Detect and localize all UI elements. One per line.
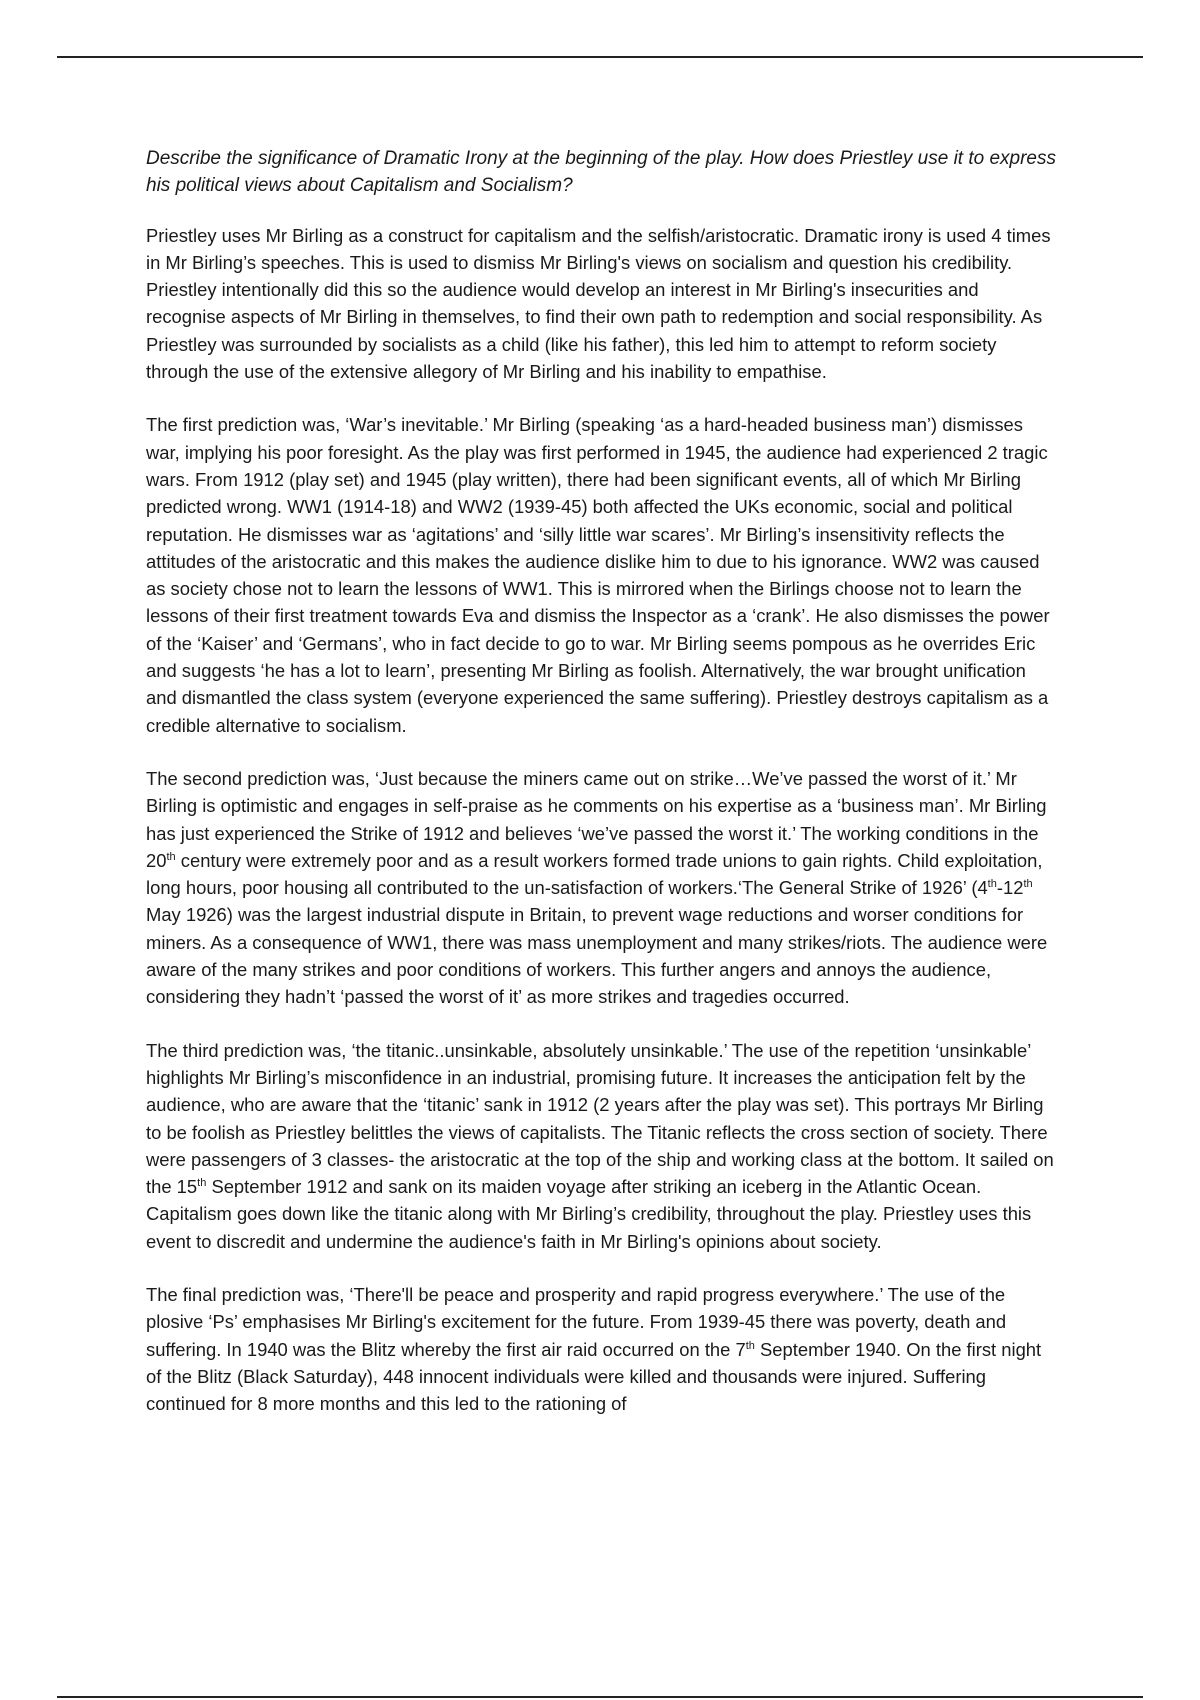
- paragraph-text: The third prediction was, ‘the titanic..unsinkable, absolutely unsinkable.’ The use of the repetition ‘unsinkable’ highlights Mr Birling’s misconfidence in an industrial, promising future. It increases the anticipation felt by the audience, who are aware that the ‘titanic’ sank in 1912 (2 years after the play was set). This portrays Mr Birling to be foolish as Priestley belittles the views of capitalists. The Titanic reflects the cross section of society. There were passengers of 3 classes- the aristocratic at the top of the ship and working class at the bottom. It sailed on the 15: [146, 1039, 1054, 1198]
- essay-paragraph: [146, 765, 1056, 1011]
- paragraph-text: The first prediction was, ‘War’s inevitable.’ Mr Birling (speaking ‘as a hard-headed business man’) dismisses war, implying his poor foresight. As the play was first performed in 1945, the audience had experienced 2 tragic wars. From 1912 (play set) and 1945 (play written), there had been significant events, all of which Mr Birling predicted wrong. WW1 (1914-18) and WW2 (1939-45) both affected the UKs economic, social and political reputation. He dismisses war as ‘agitations’ and ‘silly little war scares’. Mr Birling’s insensitivity reflects the attitudes of the aristocratic and this makes the audience dislike him to due to his ignorance. WW2 was caused as society chose not to learn the lessons of WW1. This is mirrored when the Birlings choose not to learn the lessons of their first treatment towards Eva and dismiss the Inspector as a ‘crank’. He also dismisses the power of the ‘Kaiser’ and ‘Germans’, who in fact decide to go to war. Mr Birling seems pompous as he overrides Eric and suggests ‘he has a lot to learn’, presenting Mr Birling as foolish. Alternatively, the war brought unification and dismantled the class system (everyone experienced the same suffering). Priestley destroys capitalism as a credible alternative to socialism.: [146, 414, 1050, 736]
- paragraph-text: September 1940. On the first night of the Blitz (Black Saturday), 448 innocent individuals were killed and thousands were injured. Suffering continued for 8 more months and this led to the rationing of: [146, 1338, 1042, 1415]
- paragraph-text: The final prediction was, ‘There'll be peace and prosperity and rapid progress everywhere.’ The use of the plosive ‘Ps’ emphasises Mr Birling's excitement for the future. From 1939-45 there was poverty, death and suffering. In 1940 was the Blitz whereby the first air raid occurred on the 7: [146, 1283, 1007, 1360]
- essay-paragraphs: [146, 222, 1056, 1418]
- paragraph-text: century were extremely poor and as a result workers formed trade unions to gain rights. Child exploitation, long hours, poor housing all contributed to the un-satisfaction of workers.‘The General Strike of 1926’ (4: [146, 849, 1043, 899]
- paragraph-text: May 1926) was the largest industrial dispute in Britain, to prevent wage reductions and worser conditions for miners. As a consequence of WW1, there was mass unemployment and many strikes/riots. The audience were aware of the many strikes and poor conditions of workers. This further angers and annoys the audience, considering they hadn’t ‘passed the worst of it’ as more strikes and tragedies occurred.: [146, 904, 1048, 1008]
- paragraph-text: The second prediction was, ‘Just because the miners came out on strike…We’ve passed the worst of it.’ Mr Birling is optimistic and engages in self-praise as he comments on his expertise as a ‘business man’. Mr Birling has just experienced the Strike of 1912 and believes ‘we’ve passed the worst it.’ The working conditions in the 20: [146, 767, 1047, 871]
- essay-paragraph: [146, 1037, 1056, 1255]
- essay-question: Describe the significance of Dramatic Irony at the beginning of the play. How does Priestley use it to express his political views about Capitalism and Socialism?: [146, 148, 1056, 197]
- essay-paragraph: [146, 222, 1056, 386]
- essay-paragraph: [146, 411, 1056, 739]
- ordinal-superscript: th: [166, 850, 176, 863]
- ordinal-superscript: th: [745, 1339, 755, 1352]
- essay-paragraph: [146, 1281, 1056, 1417]
- ordinal-superscript: th: [987, 878, 997, 890]
- document-body: [146, 145, 1056, 1443]
- paragraph-text: Priestley uses Mr Birling as a construct for capitalism and the selfish/aristocratic. Dramatic irony is used 4 times in Mr Birling’s speeches. This is used to dismiss Mr Birling's views on socialism and question his credibility. Priestley intentionally did this so the audience would develop an interest in Mr Birling's insecurities and recognise aspects of Mr Birling in themselves, to find their own path to redemption and social responsibility. As Priestley was surrounded by socialists as a child (like his father), this led him to attempt to reform society through the use of the extensive allegory of Mr Birling and his inability to empathise.: [146, 224, 1051, 383]
- header-rule: [57, 56, 1143, 58]
- paragraph-text: -12: [996, 877, 1024, 899]
- paragraph-text: September 1912 and sank on its maiden voyage after striking an iceberg in the Atlantic Ocean. Capitalism goes down like the titanic along with Mr Birling’s credibility, throughout the play. Priestley uses this event to discredit and undermine the audience's faith in Mr Birling's opinions about society.: [146, 1176, 1032, 1252]
- ordinal-superscript: th: [197, 1176, 207, 1189]
- footer-rule: [57, 1696, 1143, 1698]
- ordinal-superscript: th: [1023, 878, 1033, 890]
